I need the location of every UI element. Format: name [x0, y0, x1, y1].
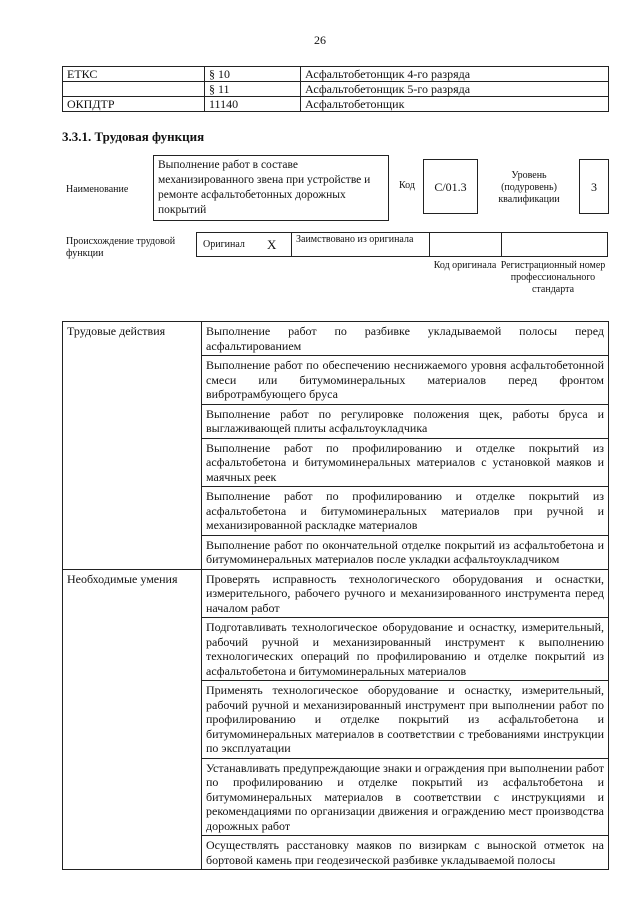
- name-label: Наименование: [66, 184, 129, 195]
- labor-actions-label: Трудовые действия: [63, 322, 202, 570]
- skill-item: Устанавливать предупреждающие знаки и ограждения при выполнении работ по профилированию и отделке покрытий из асфальтобетона и битумоминеральных материалов в соответствии с инструкциями и рекомендациями по организации движения и ограждению мест производства дорожных работ: [202, 758, 609, 836]
- classifier-code: ОКПДТР: [63, 97, 205, 112]
- skills-label: Необходимые умения: [63, 569, 202, 870]
- classifier-code: [63, 82, 205, 97]
- table-row: [63, 322, 609, 356]
- divider: [501, 232, 502, 257]
- table-row: [63, 569, 609, 618]
- skill-item: Применять технологическое оборудование и оснастку, измерительный, рабочий ручной и механизированный инструмент при выполнении работ по профилированию и отделке покрытий из асфальтобетона и битумоминеральных материалов в соответствии с требованиями инструкции по эксплуатации: [202, 681, 609, 759]
- original-label: Оригинал: [203, 239, 245, 250]
- skill-item: Проверять исправность технологического оборудования и оснастки, измерительного, рабочего ручного и механизированного инструмента перед началом работ: [202, 569, 609, 618]
- origin-label: Происхождение трудовой функции: [66, 236, 176, 259]
- classifier-name: Асфальтобетонщик 4-го разряда: [301, 67, 609, 82]
- classifier-name: Асфальтобетонщик 5-го разряда: [301, 82, 609, 97]
- borrowed-label: Заимствовано из оригинала: [296, 234, 414, 245]
- reg-caption: Регистрационный номер профессионального стандарта: [500, 260, 606, 295]
- original-mark: X: [267, 237, 277, 252]
- classifier-ref: § 10: [205, 67, 301, 82]
- labor-action: Выполнение работ по профилированию и отделке покрытий из асфальтобетона и битумоминеральных материалов с установкой маяков и маячных реек: [202, 438, 609, 487]
- code-caption: Код оригинала: [433, 260, 497, 271]
- page-number: 26: [314, 33, 326, 47]
- classification-table: [62, 66, 609, 112]
- labor-action: Выполнение работ по профилированию и отделке покрытий из асфальтобетона и битумоминеральных материалов при ручной и механизированной раскладке материалов: [202, 487, 609, 536]
- labor-action: Выполнение работ по разбивке укладываемой полосы перед асфальтированием: [202, 322, 609, 356]
- labor-action: Выполнение работ по регулировке положения щек, работы бруса и выглаживающей плиты асфальтоукладчика: [202, 404, 609, 438]
- table-row: [63, 82, 609, 97]
- table-row: [63, 67, 609, 82]
- classifier-name: Асфальтобетонщик: [301, 97, 609, 112]
- divider: [429, 232, 430, 257]
- skill-item: Осуществлять расстановку маяков по визиркам с выноской отметок на бортовой камень при геодезической разбивке укладываемой полосы: [202, 836, 609, 870]
- classifier-code: ЕТКС: [63, 67, 205, 82]
- skill-item: Подготавливать технологическое оборудование и оснастку, измерительный, рабочий ручной и механизированный инструмент к выполнению технологических операций по профилированию и отделке покрытий из асфальтобетона и битумоминеральных материалов: [202, 618, 609, 681]
- labor-function-table: [62, 321, 609, 870]
- function-name: Выполнение работ в составе механизированного звена при устройстве и ремонте асфальтобетонных дорожных покрытий: [153, 155, 389, 221]
- section-title: 3.3.1. Трудовая функция: [62, 129, 205, 144]
- table-row: [63, 97, 609, 112]
- function-code: С/01.3: [423, 159, 478, 214]
- origin-box: [196, 232, 608, 257]
- level-value: 3: [579, 159, 609, 214]
- classifier-ref: 11140: [205, 97, 301, 112]
- level-label: Уровень (подуровень) квалификации: [498, 170, 560, 205]
- code-label: Код: [399, 180, 415, 191]
- labor-action: Выполнение работ по обеспечению неснижаемого уровня асфальтобетонной смеси или битумоминеральных материалов перед фронтом вибротрамбующего бруса: [202, 356, 609, 405]
- labor-action: Выполнение работ по окончательной отделке покрытий из асфальтобетона и битумоминеральных материалов после укладки асфальтоукладчиком: [202, 535, 609, 569]
- classifier-ref: § 11: [205, 82, 301, 97]
- divider: [291, 232, 292, 257]
